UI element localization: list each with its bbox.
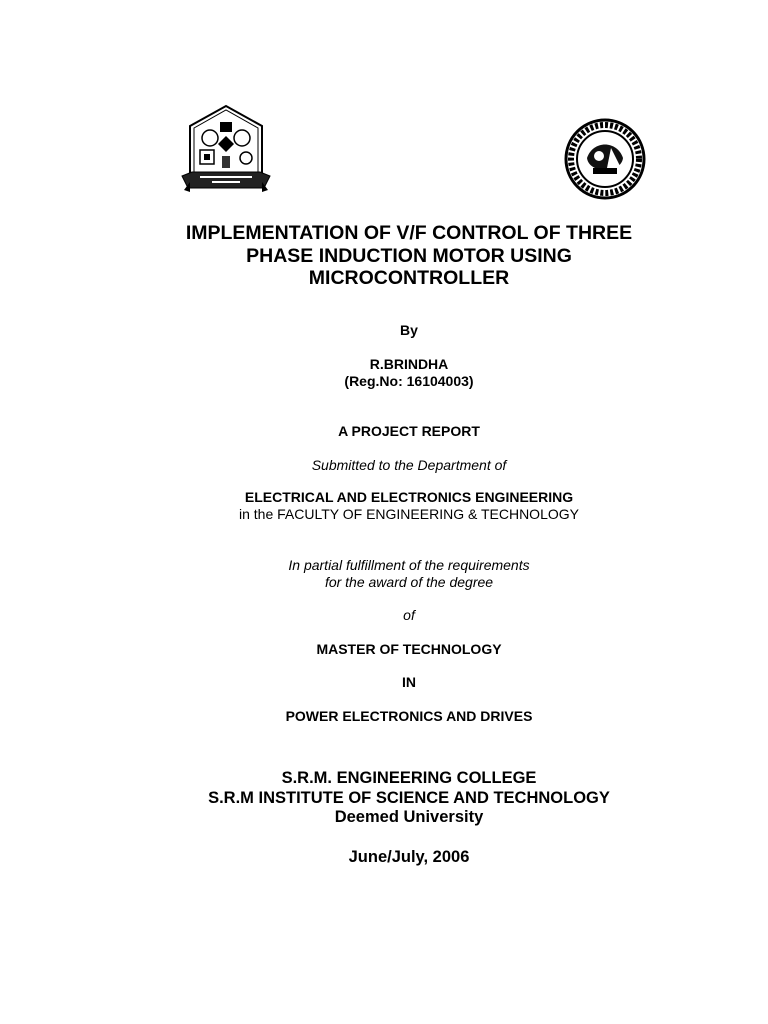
engineering-college-seal-logo <box>563 118 647 200</box>
department-block <box>0 489 768 523</box>
faculty-name: in the FACULTY OF ENGINEERING & TECHNOLOGY <box>239 506 579 522</box>
fulfillment-line-1: In partial fulfillment of the requirements <box>288 557 530 573</box>
college-name: S.R.M. ENGINEERING COLLEGE <box>281 769 537 787</box>
fulfillment-block <box>0 557 768 591</box>
fulfillment-line-2: for the award of the degree <box>324 574 494 590</box>
in-label: IN <box>402 674 416 690</box>
title-line-3: MICROCONTROLLER <box>308 267 510 289</box>
submitted-to: Submitted to the Department of <box>311 457 507 473</box>
author-name: R.BRINDHA <box>369 356 449 372</box>
of-label: of <box>403 607 415 623</box>
by-label: By <box>400 322 418 338</box>
report-title <box>0 222 768 290</box>
title-line-2: PHASE INDUCTION MOTOR USING <box>246 244 572 267</box>
institution-block <box>0 769 768 828</box>
author-reg-no: (Reg.No: 16104003) <box>344 373 474 389</box>
department-name: ELECTRICAL AND ELECTRONICS ENGINEERING <box>244 489 574 505</box>
submission-date: June/July, 2006 <box>348 848 470 866</box>
report-type: A PROJECT REPORT <box>338 423 480 439</box>
title-line-1: IMPLEMENTATION OF V/F CONTROL OF THREE <box>185 222 633 244</box>
specialization: POWER ELECTRONICS AND DRIVES <box>285 708 533 724</box>
degree-name: MASTER OF TECHNOLOGY <box>316 641 502 657</box>
university-status: Deemed University <box>334 808 484 826</box>
institute-crest-logo <box>180 104 272 200</box>
institute-name: S.R.M INSTITUTE OF SCIENCE AND TECHNOLOGY <box>208 788 610 807</box>
author-block <box>0 356 768 390</box>
